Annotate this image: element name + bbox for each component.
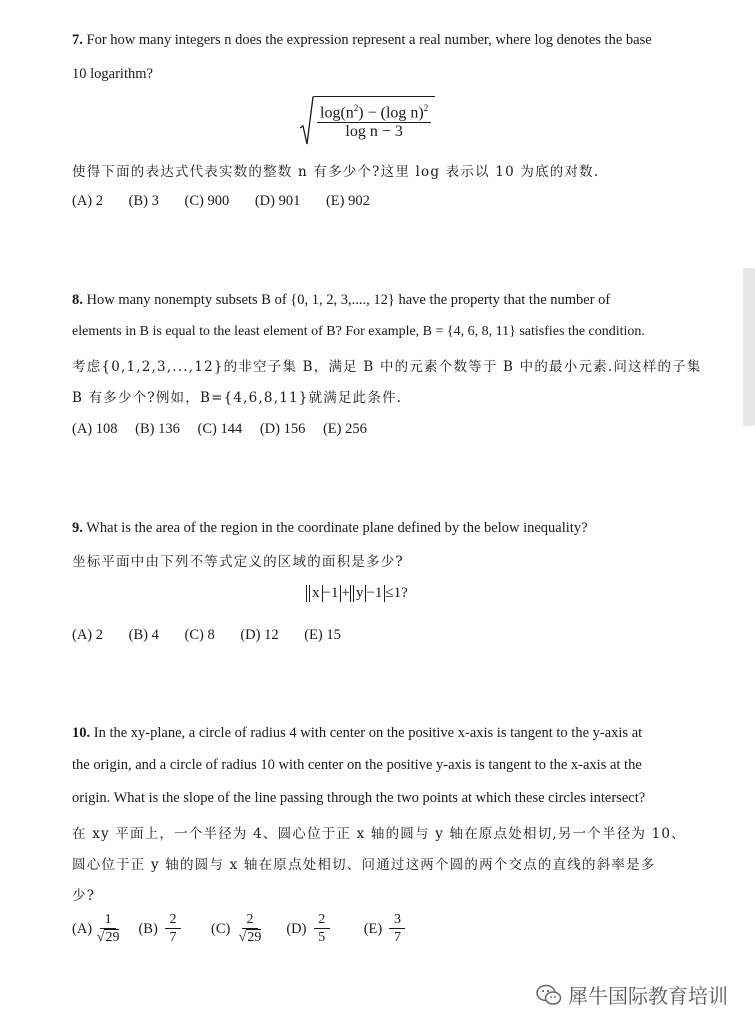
q9-abs-outer-2 <box>350 585 385 602</box>
q8-option-a[interactable]: (A) 108 <box>72 421 118 437</box>
q7-den: log n − 3 <box>345 123 403 141</box>
q10-option-a[interactable] <box>72 912 120 946</box>
q10-d-den: 5 <box>318 930 326 945</box>
sqrt-icon: √ <box>238 930 247 945</box>
q10-a-den: 29 <box>105 930 120 945</box>
q7-chinese: 使得下面的表达式代表实数的整数 n 有多少个?这里 log 表示以 10 为底的对数. <box>72 164 600 180</box>
q10-text1: In the xy-plane, a circle of radius 4 with center on the positive x-axis is tangent to the y-axis at <box>93 725 643 741</box>
q8-text-line2: elements in B is equal to the least element of B? For example, B = {4, 6, 8, 11} satisfies the condition. <box>72 324 645 339</box>
q7-option-d[interactable]: (D) 901 <box>254 193 301 209</box>
q10-number: 10. <box>72 725 91 741</box>
q10-b-num: 2 <box>165 912 181 929</box>
q7-fraction <box>317 99 431 141</box>
q8-text-line1 <box>72 292 610 309</box>
q9-formula <box>306 585 408 602</box>
q9-x: x <box>312 585 320 601</box>
q10-option-b-label: (B) <box>138 920 158 937</box>
q7-num-exp: 2 <box>353 103 359 113</box>
q10-text-line2: the origin, and a circle of radius 10 with center on the positive y-axis is tangent to the x-axis at the <box>72 757 642 773</box>
q10-option-c[interactable] <box>211 912 262 946</box>
scrollbar-thumb[interactable] <box>743 268 755 426</box>
q9-option-c[interactable]: (C) 8 <box>184 627 215 643</box>
q10-e-num: 3 <box>389 912 405 929</box>
q10-option-b-fraction <box>165 912 181 946</box>
q9-y: y <box>355 585 364 601</box>
q9-option-a[interactable]: (A) 2 <box>72 627 104 643</box>
q10-b-den: 7 <box>169 930 177 945</box>
q10-c-den: 29 <box>247 930 262 945</box>
q9-plus: + <box>341 585 350 601</box>
q8-number: 8. <box>72 292 83 308</box>
q10-chinese-line1: 在 xy 平面上，一个半径为 4、圆心位于正 x 轴的圆与 y 轴在原点处相切,另一个半径为 10、 <box>72 826 686 842</box>
q9-options <box>72 627 363 644</box>
q9-chinese: 坐标平面中由下列不等式定义的区域的面积是多少? <box>72 554 404 570</box>
wechat-icon <box>536 984 562 1006</box>
q8-text1: How many nonempty subsets B of {0, 1, 2, 3,...., 12} have the property that the number of <box>86 292 611 308</box>
q7-number: 7. <box>72 32 83 48</box>
q9-abs-inner-x <box>309 585 323 602</box>
q8-chinese-line2: B 有多少个?例如，B={4,6,8,11}就满足此条件. <box>72 390 403 406</box>
q10-option-e[interactable] <box>364 912 406 946</box>
watermark <box>536 980 728 1009</box>
q7-option-c[interactable]: (C) 900 <box>184 193 230 209</box>
q7-option-b[interactable]: (B) 3 <box>128 193 159 209</box>
q8-option-b[interactable]: (B) 136 <box>135 421 180 437</box>
q10-option-c-fraction <box>238 912 263 946</box>
q7-text1: For how many integers n does the expression represent a real number, where log denotes the base <box>86 32 652 48</box>
q8-option-e[interactable]: (E) 256 <box>322 421 367 437</box>
q10-option-d-label: (D) <box>286 920 307 937</box>
q10-options <box>72 912 405 946</box>
q7-num-exp2: 2 <box>423 103 429 113</box>
q10-option-e-fraction <box>389 912 405 946</box>
q10-chinese-line3: 少? <box>72 888 96 904</box>
q10-option-a-label: (A) <box>72 920 93 937</box>
q7-num-b: ) − (log n) <box>358 104 424 122</box>
q10-c-num: 2 <box>242 912 258 929</box>
q9-option-d[interactable]: (D) 12 <box>240 627 279 643</box>
q7-text-line1 <box>72 32 652 49</box>
q8-chinese-line1: 考虑{0,1,2,3,...,12}的非空子集 B，满足 B 中的元素个数等于 B 中的最小元素.问这样的子集 <box>72 359 702 375</box>
q9-minus2: −1 <box>366 585 383 601</box>
q10-a-num: 1 <box>100 912 116 929</box>
q9-rhs: ≤1? <box>385 585 408 601</box>
q9-option-e[interactable]: (E) 15 <box>304 627 341 643</box>
q7-options <box>72 193 392 210</box>
q9-abs-inner-y <box>353 585 367 602</box>
q9-minus1: −1 <box>322 585 339 601</box>
q8-option-d[interactable]: (D) 156 <box>259 421 306 437</box>
q9-text-line1 <box>72 520 588 537</box>
q10-d-num: 2 <box>314 912 330 929</box>
q10-text-line1 <box>72 725 642 742</box>
q7-num-a: log(n <box>320 104 354 122</box>
q8-option-c[interactable]: (C) 144 <box>197 421 243 437</box>
radical-sign-icon <box>300 96 314 146</box>
q10-option-e-label: (E) <box>363 920 383 937</box>
q10-option-d[interactable] <box>286 912 329 946</box>
q9-text1: What is the area of the region in the coordinate plane defined by the below inequality? <box>86 520 588 536</box>
q10-option-d-fraction <box>314 912 330 946</box>
watermark-text: 犀牛国际教育培训 <box>568 984 728 1008</box>
q10-option-a-fraction <box>96 912 121 946</box>
q7-text-line2: 10 logarithm? <box>72 66 153 82</box>
sqrt-icon: √ <box>96 930 105 945</box>
q9-number: 9. <box>72 520 83 536</box>
q9-abs-outer-1 <box>306 585 341 602</box>
q10-text-line3: origin. What is the slope of the line passing through the two points at which these circles intersect? <box>72 790 646 806</box>
q8-options <box>72 421 381 438</box>
q10-e-den: 7 <box>393 930 401 945</box>
q10-chinese-line2: 圆心位于正 y 轴的圆与 x 轴在原点处相切、问通过这两个圆的两个交点的直线的斜率是多 <box>72 857 656 873</box>
q10-option-c-label: (C) <box>211 920 231 937</box>
q7-option-e[interactable]: (E) 902 <box>325 193 370 209</box>
q10-option-b[interactable] <box>138 912 181 946</box>
q7-option-a[interactable]: (A) 2 <box>72 193 104 209</box>
q9-option-b[interactable]: (B) 4 <box>128 627 159 643</box>
q7-formula <box>300 96 435 146</box>
